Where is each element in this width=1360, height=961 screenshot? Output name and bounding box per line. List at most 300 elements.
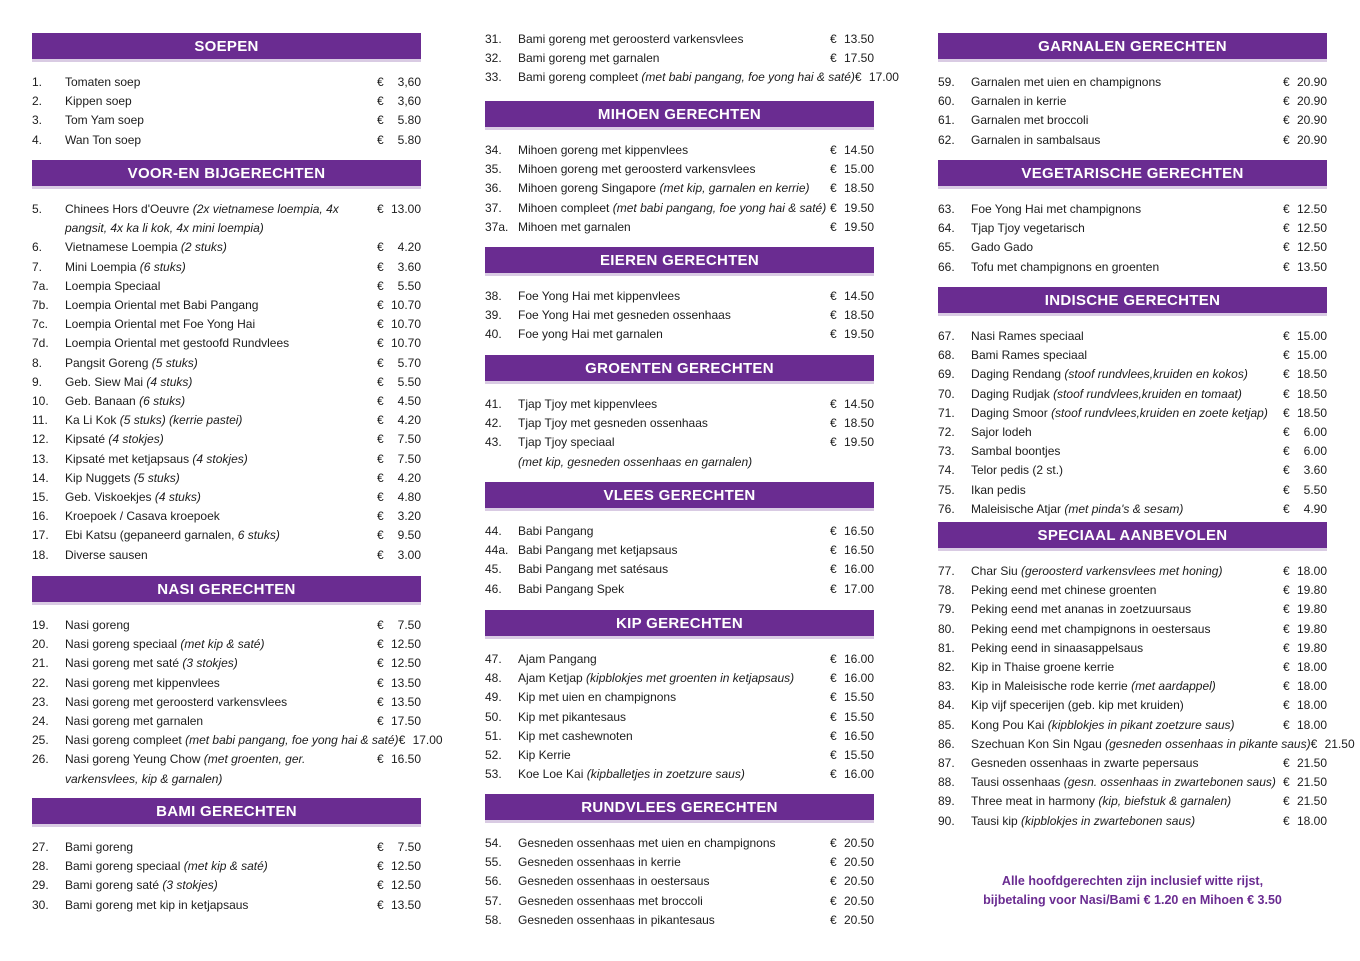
item-price: 17.00 <box>844 581 875 596</box>
item-name-cell <box>971 812 1283 831</box>
item-name: Three meat in harmony <box>971 794 1096 809</box>
currency-symbol: € <box>1283 386 1290 401</box>
item-note: 6 stuks) <box>237 528 280 543</box>
item-number <box>485 453 518 472</box>
item-price: 19.80 <box>1297 602 1328 617</box>
item-note: (met kip, garnalen en kerrie) <box>659 181 810 196</box>
item-price: 3.60 <box>1303 463 1327 478</box>
item-name: Nasi goreng speciaal <box>65 637 178 652</box>
item-number: 79. <box>938 602 955 617</box>
currency-symbol: € <box>830 543 837 558</box>
menu-item <box>32 392 421 411</box>
item-name-cell <box>971 754 1283 773</box>
item-note: (4 stuks) <box>146 374 193 389</box>
item-number: 54. <box>485 836 502 850</box>
item-name-cell <box>971 131 1283 150</box>
currency-symbol: € <box>830 397 837 411</box>
menu-item <box>485 872 874 891</box>
item-number: 51. <box>485 728 502 743</box>
menu-item <box>938 219 1327 238</box>
item-name-cell <box>65 411 377 430</box>
currency-symbol: € <box>1283 367 1290 382</box>
item-name: Foe Yong Hai met kippenvlees <box>518 289 681 303</box>
item-price: 16.50 <box>844 728 875 743</box>
item-price: 18.50 <box>844 181 875 196</box>
item-name-cell <box>518 560 830 579</box>
currency-symbol: € <box>830 416 837 431</box>
item-number: 83. <box>938 679 955 694</box>
section-bami <box>32 798 421 915</box>
item-name-cell <box>65 469 377 488</box>
item-name-cell <box>971 600 1283 619</box>
menu-item <box>485 911 874 930</box>
item-name-cell <box>518 433 830 452</box>
item-name: Gesneden ossenhaas in oestersaus <box>518 874 710 889</box>
item-price: 12.50 <box>391 859 422 874</box>
item-name: Tausi ossenhaas <box>971 775 1061 790</box>
item-price: 16.50 <box>844 524 875 538</box>
section-rundvlees <box>485 794 874 930</box>
currency-symbol: € <box>1283 132 1290 147</box>
item-name: Garnalen met uien en champignons <box>971 75 1162 89</box>
item-number: 42. <box>485 416 502 431</box>
item-number: 27. <box>32 840 49 854</box>
item-name: Babi Pangang met ketjapsaus <box>518 543 678 558</box>
item-price: 16.50 <box>844 543 875 558</box>
section-title: EIEREN GERECHTEN <box>485 247 874 273</box>
item-number: 8. <box>32 355 43 370</box>
item-number: 41. <box>485 397 502 411</box>
item-note: (geroosterd varkensvlees met honing) <box>1021 564 1223 578</box>
item-price: 15.00 <box>844 162 875 177</box>
currency-symbol: € <box>377 675 384 690</box>
item-name: Char Siu <box>971 564 1018 578</box>
section-vlees <box>485 482 874 599</box>
currency-symbol: € <box>1283 405 1290 420</box>
currency-symbol: € <box>377 432 384 447</box>
item-price: 18.50 <box>1297 386 1328 401</box>
item-name: Foe Yong Hai met gesneden ossenhaas <box>518 308 731 323</box>
menu-item <box>485 325 874 344</box>
item-note: (stoof rundvlees,kruiden en tomaat) <box>1053 386 1242 401</box>
menu-item <box>32 131 421 150</box>
item-price: 3.00 <box>397 547 421 562</box>
item-name: Bami goreng saté <box>65 878 160 893</box>
menu-item <box>485 834 874 853</box>
item-price: 19.50 <box>844 327 875 342</box>
item-note: (kip, biefstuk & garnalen) <box>1098 794 1232 809</box>
item-name-cell <box>518 892 830 911</box>
currency-symbol: € <box>377 528 384 543</box>
item-price: 20.50 <box>844 855 875 870</box>
item-name: Tausi kip <box>971 813 1018 828</box>
item-name: Babi Pangang Spek <box>518 581 625 596</box>
currency-symbol: € <box>398 733 406 748</box>
item-price: 20.50 <box>844 893 875 908</box>
menu-item <box>938 346 1327 365</box>
currency-symbol: € <box>1283 482 1290 497</box>
item-number: 64. <box>938 221 955 236</box>
menu-item <box>32 258 421 277</box>
item-price: 20.90 <box>1297 113 1328 128</box>
item-name-cell <box>65 92 377 111</box>
item-name-cell <box>65 200 377 238</box>
item-price: 7.50 <box>397 451 421 466</box>
menu-item <box>32 838 421 857</box>
menu-item <box>32 896 421 915</box>
item-name-cell <box>971 500 1283 519</box>
item-price: 3.60 <box>397 259 421 274</box>
item-note: (met kip & saté) <box>180 637 265 652</box>
item-name-cell <box>518 30 830 49</box>
item-price: 18.00 <box>1297 717 1328 732</box>
item-number: 7b. <box>32 298 49 313</box>
item-price: 16.00 <box>844 671 875 686</box>
menu-item <box>485 892 874 911</box>
item-price: 18.00 <box>1297 564 1328 578</box>
item-price: 13.50 <box>391 897 422 912</box>
currency-symbol: € <box>377 470 384 485</box>
currency-symbol: € <box>377 451 384 466</box>
item-number: 36. <box>485 181 502 196</box>
menu-item <box>32 693 421 712</box>
menu-item <box>485 395 874 414</box>
footer-line-1: Alle hoofdgerechten zijn inclusief witte rijst, <box>1001 874 1264 888</box>
item-number: 31. <box>485 32 502 46</box>
item-note: (gesn. ossenhaas in zwartebonen saus) <box>1063 775 1276 790</box>
currency-symbol: € <box>830 435 837 450</box>
item-note: (3 stokjes) <box>162 878 218 893</box>
item-number: 4. <box>32 132 43 147</box>
currency-symbol: € <box>830 308 837 323</box>
menu-item <box>32 526 421 545</box>
currency-symbol: € <box>377 878 384 893</box>
item-name: Nasi goreng Yeung Chow <box>65 752 201 767</box>
item-number: 77. <box>938 564 955 578</box>
item-number: 45. <box>485 562 502 577</box>
item-name: Geb. Viskoekjes <box>65 490 152 505</box>
item-name: Loempia Oriental met Foe Yong Hai <box>65 317 256 332</box>
item-number: 7c. <box>32 317 49 332</box>
item-name-cell <box>518 287 830 306</box>
menu-item <box>32 674 421 693</box>
item-number: 50. <box>485 709 502 724</box>
section-title: INDISCHE GERECHTEN <box>938 287 1327 313</box>
menu-item <box>938 258 1327 277</box>
currency-symbol: € <box>1283 348 1290 363</box>
item-name-cell <box>518 141 830 160</box>
item-price: 16.00 <box>844 652 875 666</box>
menu-item <box>938 754 1327 773</box>
item-name: Garnalen in kerrie <box>971 94 1067 109</box>
item-name-cell <box>65 838 377 857</box>
item-name-cell <box>65 354 377 373</box>
menu-item <box>938 92 1327 111</box>
menu-item <box>32 546 421 565</box>
currency-symbol: € <box>1283 240 1290 255</box>
item-note: (met babi pangang, foe yong hai & saté) <box>612 200 827 215</box>
item-name: Nasi goreng compleet <box>65 733 182 748</box>
menu-item <box>32 334 421 353</box>
menu-item <box>485 560 874 579</box>
currency-symbol: € <box>1283 698 1290 713</box>
menu-item <box>938 639 1327 658</box>
item-price: 19.50 <box>844 200 875 215</box>
item-name-cell <box>971 792 1283 811</box>
item-name-cell <box>65 526 377 545</box>
item-number: 7. <box>32 259 43 274</box>
item-name: Tjap Tjoy met kippenvlees <box>518 397 658 411</box>
item-name-cell <box>971 92 1283 111</box>
item-price <box>844 453 874 472</box>
menu-item <box>938 404 1327 423</box>
currency-symbol: € <box>1283 329 1290 343</box>
currency-symbol: € <box>377 113 384 128</box>
item-name-cell <box>518 650 830 669</box>
currency-symbol: € <box>377 752 384 767</box>
item-name-cell <box>971 385 1283 404</box>
item-price: 19.80 <box>1297 621 1328 636</box>
menu-item <box>938 562 1327 581</box>
item-name-cell <box>971 423 1283 442</box>
item-name: Nasi goreng met saté <box>65 656 180 671</box>
item-price: 12.50 <box>1297 221 1328 236</box>
item-note: (met kip & saté) <box>183 859 268 874</box>
menu-item <box>938 481 1327 500</box>
menu-item <box>485 669 874 688</box>
item-name: Gesneden ossenhaas in pikantesaus <box>518 912 715 927</box>
item-name: Nasi Rames speciaal <box>971 329 1084 343</box>
item-name-cell <box>971 365 1283 384</box>
item-number: 74. <box>938 463 955 478</box>
item-price: 5.50 <box>1303 482 1327 497</box>
item-name: Pangsit Goreng <box>65 355 149 370</box>
item-name-cell <box>65 131 377 150</box>
item-number: 30. <box>32 897 49 912</box>
currency-symbol: € <box>377 859 384 874</box>
item-number: 32. <box>485 51 502 66</box>
item-name-cell <box>971 562 1283 581</box>
item-price: 20.50 <box>844 836 875 850</box>
section-vegetarisch <box>938 160 1327 277</box>
item-number: 57. <box>485 893 502 908</box>
menu-item <box>32 712 421 731</box>
item-name: Tjap Tjoy vegetarisch <box>971 221 1085 236</box>
item-note: (6 stuks) <box>139 394 186 409</box>
currency-symbol: € <box>377 259 384 274</box>
item-price: 16.00 <box>844 767 875 782</box>
currency-symbol: € <box>377 94 384 109</box>
item-number: 61. <box>938 113 955 128</box>
item-note: (5 stuks) <box>151 355 198 370</box>
item-note: (met groenten, ger. varkensvlees, kip & garnalen) <box>65 752 306 786</box>
section-bami-continued <box>485 30 899 88</box>
menu-item <box>938 735 1355 754</box>
item-name-cell <box>518 218 830 237</box>
item-number: 53. <box>485 767 502 782</box>
item-price: 14.50 <box>844 289 875 303</box>
item-name-cell <box>65 750 377 788</box>
item-number: 75. <box>938 482 955 497</box>
currency-symbol: € <box>377 547 384 562</box>
menu-item <box>485 179 874 198</box>
item-name: Babi Pangang <box>518 524 594 538</box>
item-name-cell <box>518 68 855 87</box>
item-number: 67. <box>938 329 955 343</box>
item-number: 15. <box>32 490 49 505</box>
item-name-cell <box>971 696 1283 715</box>
section-title: SOEPEN <box>32 33 421 59</box>
item-number: 6. <box>32 240 43 255</box>
menu-item <box>32 430 421 449</box>
section-title: NASI GERECHTEN <box>32 576 421 602</box>
item-note: (kipblokjes in pikant zoetzure saus) <box>1047 717 1235 732</box>
item-name-cell <box>518 414 830 433</box>
item-name: Daging Smoor <box>971 405 1048 420</box>
item-price: 10.70 <box>391 336 422 351</box>
menu-item <box>32 876 421 895</box>
item-name: Peking eend met champignons in oestersaus <box>971 621 1211 636</box>
item-name: Mihoen compleet <box>518 200 610 215</box>
currency-symbol: € <box>1310 736 1318 751</box>
item-number: 71. <box>938 405 955 420</box>
item-number: 39. <box>485 308 502 323</box>
section-title: VLEES GERECHTEN <box>485 482 874 508</box>
currency-symbol: € <box>1283 259 1290 274</box>
item-price: 20.90 <box>1297 94 1328 109</box>
item-name-cell <box>65 430 377 449</box>
item-number: 68. <box>938 348 955 363</box>
item-price: 19.80 <box>1297 583 1328 598</box>
item-price: 18.50 <box>844 416 875 431</box>
currency-symbol: € <box>830 524 837 538</box>
menu-item <box>32 111 421 130</box>
menu-item <box>485 853 874 872</box>
currency-symbol: € <box>1283 501 1290 516</box>
item-name-cell <box>65 238 377 257</box>
menu-item <box>32 92 421 111</box>
currency-symbol: € <box>377 278 384 293</box>
currency-symbol: € <box>377 202 384 216</box>
currency-symbol: € <box>1283 583 1290 598</box>
item-price: 20.90 <box>1297 75 1328 89</box>
item-number: 90. <box>938 813 955 828</box>
currency-symbol: € <box>1283 717 1290 732</box>
item-price: 7.50 <box>397 840 421 854</box>
item-name-cell <box>971 735 1311 754</box>
item-price: 18.00 <box>1297 679 1328 694</box>
section-garnalen <box>938 33 1327 150</box>
item-name-cell <box>518 199 830 218</box>
item-name-cell <box>65 373 377 392</box>
section-soepen <box>32 33 421 150</box>
menu-item <box>485 453 874 472</box>
item-name: Kip Nuggets <box>65 470 131 485</box>
menu-item <box>485 199 874 218</box>
currency-symbol: € <box>1283 113 1290 128</box>
item-name: Nasi goreng met garnalen <box>65 714 204 729</box>
item-price: 12.50 <box>391 637 422 652</box>
item-name: Loempia Oriental met gestoofd Rundvlees <box>65 336 290 351</box>
currency-symbol: € <box>830 690 837 705</box>
menu-item <box>485 765 874 784</box>
currency-symbol: € <box>377 317 384 332</box>
menu-item <box>32 411 421 430</box>
item-name-cell <box>971 677 1283 696</box>
item-name: Ajam Ketjap <box>518 671 583 686</box>
item-price: 15.50 <box>844 690 875 705</box>
item-number: 44. <box>485 524 502 538</box>
item-number: 7d. <box>32 336 49 351</box>
item-note: (stoof rundvlees,kruiden en kokos) <box>1064 367 1248 382</box>
section-title: VEGETARISCHE GERECHTEN <box>938 160 1327 186</box>
item-name-cell <box>65 731 399 750</box>
item-name: Gesneden ossenhaas met uien en champignons <box>518 836 776 850</box>
item-price: 12.50 <box>391 878 422 893</box>
item-number: 23. <box>32 694 49 709</box>
item-name: Gesneden ossenhaas met broccoli <box>518 893 703 908</box>
item-note: (2x vietnamese loempia, 4x pangsit, 4x ka li kok, 4x mini loempia) <box>65 202 339 236</box>
item-name-cell <box>65 876 377 895</box>
menu-item <box>485 650 874 669</box>
item-name: Bami goreng met geroosterd varkensvlees <box>518 32 744 46</box>
item-number: 5. <box>32 202 43 216</box>
item-price: 5.70 <box>397 355 421 370</box>
item-name: Nasi goreng met kippenvlees <box>65 675 220 690</box>
menu-item <box>938 365 1327 384</box>
currency-symbol: € <box>1283 794 1290 809</box>
item-name-cell <box>65 73 377 92</box>
section-kip <box>485 610 874 784</box>
currency-symbol: € <box>854 70 862 85</box>
item-number: 43. <box>485 435 502 450</box>
currency-symbol: € <box>377 298 384 313</box>
currency-symbol: € <box>1283 564 1290 578</box>
item-name-cell <box>971 258 1283 277</box>
item-price: 20.50 <box>844 912 875 927</box>
menu-item <box>485 49 874 68</box>
currency-symbol: € <box>1283 202 1290 216</box>
item-number: 76. <box>938 501 955 516</box>
item-name: Koe Loe Kai <box>518 767 584 782</box>
item-name: Kip in Thaise groene kerrie <box>971 660 1115 675</box>
item-note: (4 stokjes) <box>108 432 164 447</box>
menu-item <box>938 677 1327 696</box>
item-number: 78. <box>938 583 955 598</box>
item-name-cell <box>518 580 830 599</box>
item-name: Gesneden ossenhaas in zwarte pepersaus <box>971 756 1199 771</box>
currency-symbol: € <box>377 374 384 389</box>
currency-symbol: € <box>1283 425 1290 440</box>
currency-symbol: € <box>377 840 384 854</box>
item-price: 13.50 <box>391 694 422 709</box>
currency-symbol: € <box>830 143 837 157</box>
section-title: SPECIAAL AANBEVOLEN <box>938 522 1327 548</box>
currency-symbol: € <box>377 714 384 729</box>
item-number: 63. <box>938 202 955 216</box>
item-name: Bami goreng met garnalen <box>518 51 660 66</box>
item-number: 22. <box>32 675 49 690</box>
item-number: 46. <box>485 581 502 596</box>
currency-symbol: € <box>1283 756 1290 771</box>
item-number: 56. <box>485 874 502 889</box>
item-name: Mini Loempia <box>65 259 137 274</box>
item-price: 3,60 <box>397 94 421 109</box>
item-number: 7a. <box>32 278 49 293</box>
section-mihoen <box>485 101 874 237</box>
item-name: Tofu met champignons en groenten <box>971 259 1160 274</box>
item-number: 14. <box>32 470 49 485</box>
